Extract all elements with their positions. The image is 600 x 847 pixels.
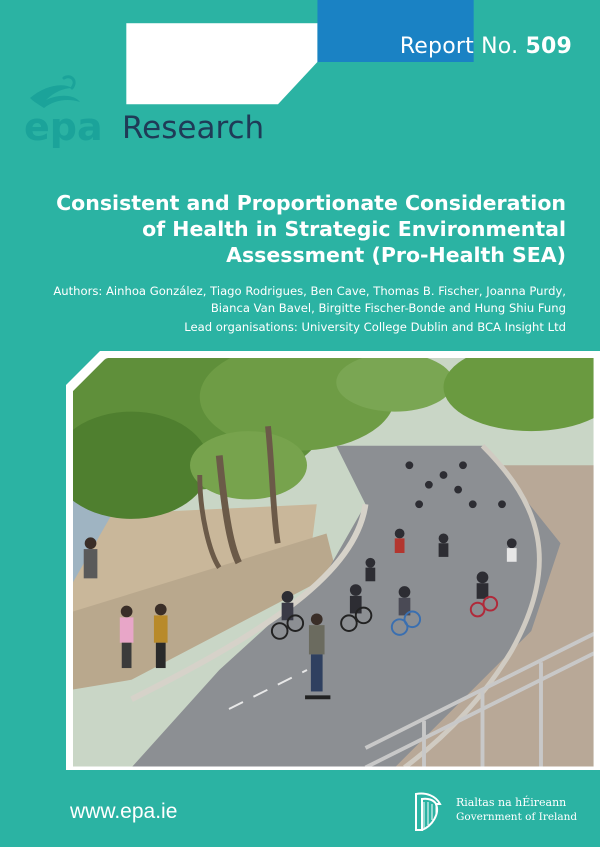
gov-english-text: Government of Ireland bbox=[456, 811, 578, 823]
lead-organisations-line: Lead organisations: University College Dublin and BCA Insight Ltd bbox=[184, 320, 566, 334]
cover-photo bbox=[66, 351, 600, 770]
website-url[interactable]: www.epa.ie bbox=[70, 800, 178, 823]
epa-research-logo bbox=[24, 68, 284, 148]
report-title: Consistent and Proportionate Consideration of Health in Strategic Environmental Assessment (Pro-Health SEA) bbox=[56, 191, 566, 267]
authors-line: Authors: Ainhoa González, Tiago Rodrigues, Ben Cave, Thomas B. Fischer, Joanna Purdy, Bianca Van Bavel, Birgitte Fischer-Bonde and Hung Shiu Fung bbox=[53, 284, 566, 315]
logo-research-text: Research bbox=[122, 110, 265, 146]
leaf-swirl-icon bbox=[30, 77, 80, 108]
harp-icon bbox=[406, 790, 446, 836]
gov-irish-text: Rialtas na hÉireann bbox=[456, 796, 567, 809]
report-number-label: Report No. 509 bbox=[399, 34, 572, 59]
logo-epa-text: epa bbox=[24, 105, 103, 148]
